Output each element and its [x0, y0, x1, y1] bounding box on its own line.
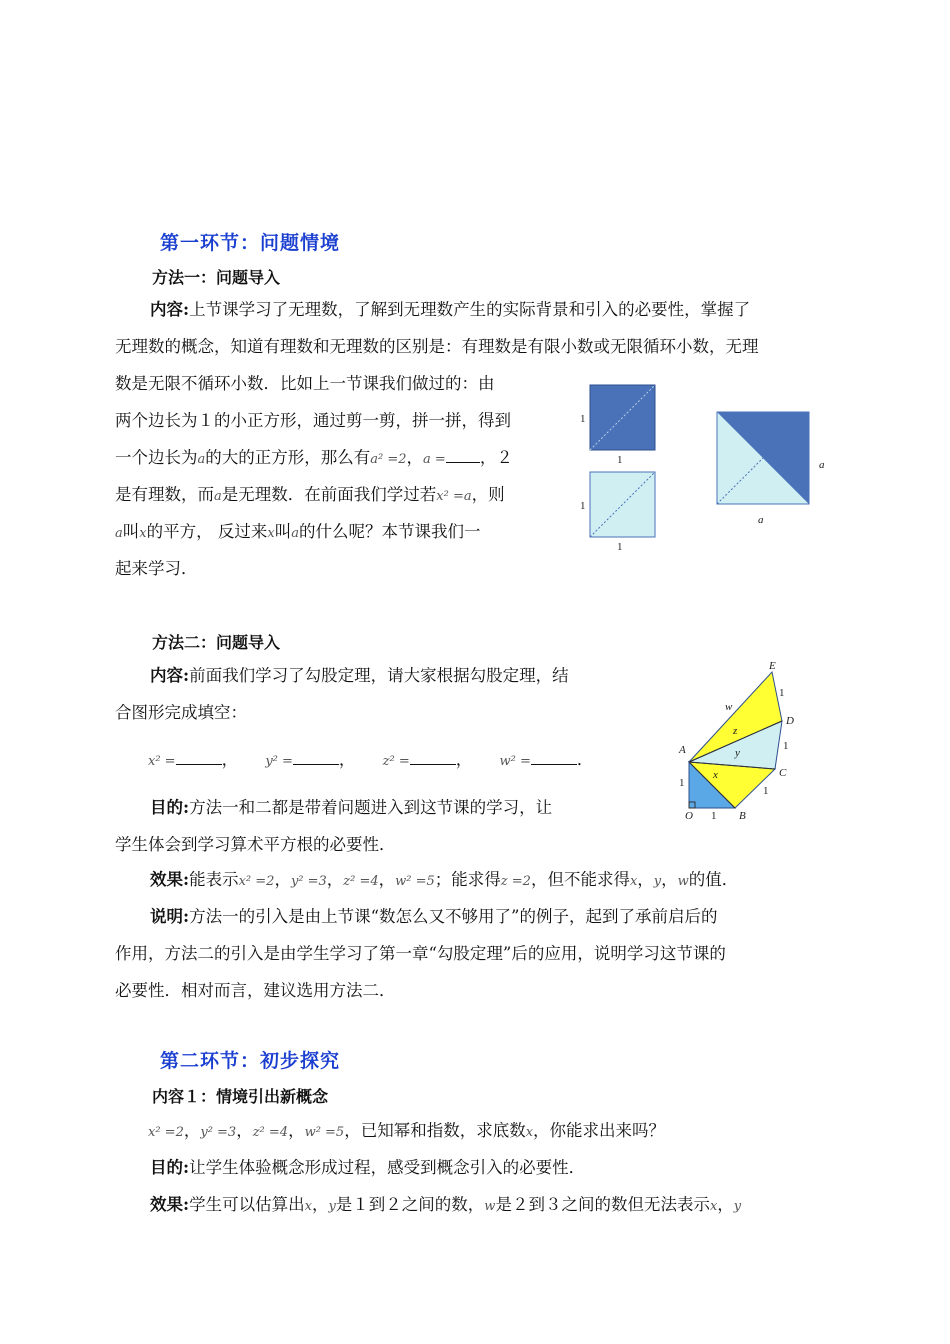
blank-w2[interactable]: [531, 750, 577, 765]
label-a-bottom: a: [758, 514, 764, 526]
method1-line5: 一个边长为a的大的正方形，那么有a² =2，a = ，２: [115, 448, 513, 467]
label-1-OA: 1: [679, 777, 685, 789]
method2-title: 方法二：问题导入: [152, 633, 281, 652]
content1-title: 内容１：情境引出新概念: [152, 1087, 329, 1106]
section2-purpose: 目的:让学生体验概念形成过程，感受到概念引入的必要性．: [150, 1158, 586, 1177]
section2-title: 第二环节：初步探究: [160, 1050, 341, 1072]
blank-x2[interactable]: [176, 750, 222, 765]
method2-purpose-line1: 目的:方法一和二都是带着问题进入到这节课的学习，让: [150, 798, 553, 817]
label-1-bottom-top: 1: [617, 454, 623, 466]
method1-line3: 数是无限不循环小数．比如上一节课我们做过的：由: [115, 374, 495, 393]
section2-question: x² =2，y² =3，z² =4，w² =5，已知幂和指数，求底数x，你能求出来吗？: [148, 1121, 666, 1140]
squares-figure: [575, 378, 845, 558]
answer-blank-a[interactable]: [446, 448, 480, 463]
method2-line2: 合图形完成填空：: [115, 703, 247, 722]
method1-line2: 无理数的概念，知道有理数和无理数的区别是：有理数是有限小数或无限循环小数，无理: [115, 337, 759, 356]
label-z: z: [733, 725, 738, 737]
label-1-OB: 1: [711, 810, 717, 822]
method2-note-line2: 作用，方法二的引入是由学生学习了第一章“勾股定理”后的应用，说明学习这节课的: [115, 944, 726, 963]
label-1-BC: 1: [763, 785, 769, 797]
method1-line8: 起来学习．: [115, 559, 198, 578]
label-w: w: [725, 701, 733, 713]
label-x: x: [713, 769, 718, 781]
label-1-bottom-bottom: 1: [617, 541, 623, 553]
section1-title: 第一环节：问题情境: [160, 232, 341, 254]
label-1-left-top: 1: [580, 413, 586, 425]
blank-z2[interactable]: [410, 750, 456, 765]
blank-y2[interactable]: [293, 750, 339, 765]
fill-in-blanks: x² = ， y² = ， z² = ， w² = ．: [148, 750, 594, 769]
label-1-CD: 1: [783, 740, 789, 752]
method2-effect: 效果:能表示x² =2，y² =3，z² =4，w² =5；能求得z =2，但不能求得x，y，w的值．: [150, 870, 739, 889]
section2-effect: 效果:学生可以估算出x，y是１到２之间的数，w是２到３之间的数但无法表示x，y: [150, 1195, 742, 1214]
method2-line1: 内容:前面我们学习了勾股定理，请大家根据勾股定理，结: [150, 666, 569, 685]
label-A: A: [679, 744, 686, 756]
method1-line1: 内容:上节课学习了无理数，了解到无理数产生的实际背景和引入的必要性，掌握了: [150, 300, 751, 319]
label-a-side: a: [819, 459, 825, 471]
method1-line7: a叫x的平方， 反过来x叫a的什么呢？本节课我们一: [115, 522, 481, 541]
label-1-left-bottom: 1: [580, 500, 586, 512]
label-C: C: [779, 767, 787, 779]
method1-title: 方法一：问题导入: [152, 268, 281, 287]
label-B: B: [739, 810, 746, 822]
label-O: O: [685, 810, 693, 822]
method2-note-line3: 必要性．相对而言，建议选用方法二．: [115, 981, 396, 1000]
pythagoras-spiral-figure: [675, 658, 835, 823]
method2-purpose-line2: 学生体会到学习算术平方根的必要性．: [115, 835, 396, 854]
label-1-DE: 1: [779, 687, 785, 699]
method2-note-line1: 说明:方法一的引入是由上节课“数怎么又不够用了”的例子，起到了承前启后的: [150, 907, 718, 926]
method1-line4: 两个边长为１的小正方形，通过剪一剪，拼一拼，得到: [115, 411, 511, 430]
method1-line6: 是有理数，而a是无理数．在前面我们学过若x² =a，则: [115, 485, 505, 504]
label-E: E: [769, 660, 776, 672]
label-D: D: [786, 715, 794, 727]
label-y: y: [735, 747, 740, 759]
